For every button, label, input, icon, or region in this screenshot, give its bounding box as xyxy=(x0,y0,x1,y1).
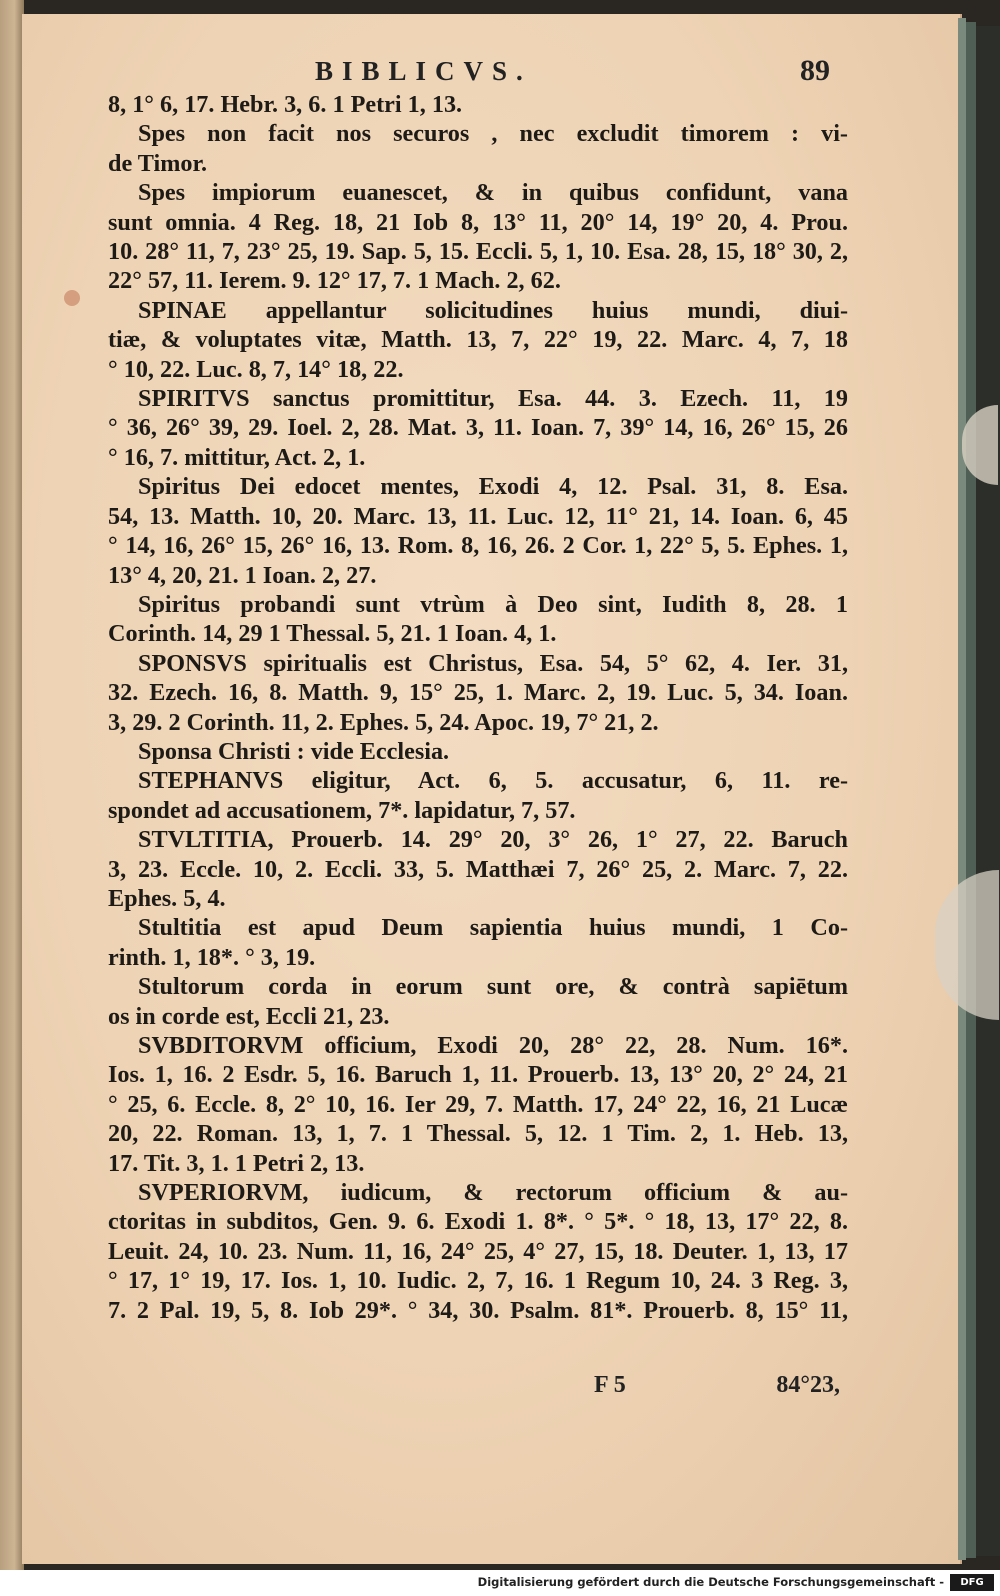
text-line: 17. Tit. 3, 1. 1 Petri 2, 13. xyxy=(108,1149,365,1177)
dfg-logo: DFG xyxy=(950,1574,994,1591)
running-head: BIBLICVS. xyxy=(315,56,532,86)
page-edge xyxy=(958,18,966,1560)
text-line: SPIRITVS sanctus promittitur, Esa. 44. 3. Ezech. 11, 19 xyxy=(138,385,848,413)
text-line: Ephes. 5, 4. xyxy=(108,884,226,912)
text-line: tiæ, & voluptates vitæ, Matth. 13, 7, 22° 19, 22. Marc. 4, 7, 18 xyxy=(108,326,848,354)
catchword: 84°23, xyxy=(776,1372,840,1398)
text-line: Spes impiorum euanescet, & in quibus confidunt, vana xyxy=(138,179,848,207)
text-line: 22° 57, 11. Ierem. 9. 12° 17, 7. 1 Mach. 2, 62. xyxy=(108,267,561,295)
text-line: SVBDITORVM officium, Exodi 20, 28° 22, 28. Num. 16*. xyxy=(138,1032,848,1059)
digitization-credit-bar xyxy=(0,1570,1000,1596)
cover-back xyxy=(976,26,1000,1556)
text-line: Corinth. 14, 29 1 Thessal. 5, 21. 1 Ioan. 4, 1. xyxy=(108,620,557,648)
page-footer xyxy=(108,1372,848,1406)
book-binding xyxy=(0,0,24,1570)
text-line: 10. 28° 11, 7, 23° 25, 19. Sap. 5, 15. Eccli. 5, 1, 10. Esa. 28, 15, 18° 30, 2, xyxy=(108,238,848,266)
text-line: 7. 2 Pal. 19, 5, 8. Iob 29*. ° 34, 30. Psalm. 81*. Prouerb. 8, 15° 11, xyxy=(108,1296,848,1324)
text-line: 20, 22. Roman. 13, 1, 7. 1 Thessal. 5, 12. 1 Tim. 2, 1. Heb. 13, xyxy=(108,1120,848,1148)
text-line: ° 17, 1° 19, 17. Ios. 1, 10. Iudic. 2, 7, 16. 1 Regum 10, 24. 3 Reg. 3, xyxy=(108,1267,848,1295)
text-line: Stultorum corda in eorum sunt ore, & contrà sapiētum xyxy=(138,973,848,1001)
text-line: de Timor. xyxy=(108,149,208,177)
paper-stain xyxy=(64,290,80,306)
text-line: 54, 13. Matth. 10, 20. Marc. 13, 11. Luc. 12, 11° 21, 14. Ioan. 6, 45 xyxy=(108,502,848,530)
text-line: 32. Ezech. 16, 8. Matth. 9, 15° 25, 1. Marc. 2, 19. Luc. 5, 34. Ioan. xyxy=(108,679,848,707)
text-line: STVLTITIA, Prouerb. 14. 29° 20, 3° 26, 1° 27, 22. Baruch xyxy=(138,826,848,854)
text-line: 13° 4, 20, 21. 1 Ioan. 2, 27. xyxy=(108,561,377,589)
cover-edge xyxy=(966,22,976,1558)
text-line: SVPERIORVM, iudicum, & rectorum officium & au- xyxy=(138,1179,848,1207)
text-line: SPONSVS spiritualis est Christus, Esa. 54, 5° 62, 4. Ier. 31, xyxy=(138,649,848,677)
text-line: SPINAE appellantur solicitudines huius mundi, diui- xyxy=(138,296,848,324)
text-line: Sponsa Christi : vide Ecclesia. xyxy=(138,737,450,765)
text-line: spondet ad accusationem, 7*. lapidatur, 7, 57. xyxy=(108,796,576,824)
text-line: ° 10, 22. Luc. 8, 7, 14° 18, 22. xyxy=(108,355,404,383)
text-line: Spiritus Dei edocet mentes, Exodi 4, 12. Psal. 31, 8. Esa. xyxy=(138,473,848,501)
text-line: ctoritas in subditos, Gen. 9. 6. Exodi 1. 8*. ° 5*. ° 18, 13, 17° 22, 8. xyxy=(108,1208,848,1236)
text-line: ° 25, 6. Eccle. 8, 2° 10, 16. Ier 29, 7. Matth. 17, 24° 22, 16, 21 Lucæ xyxy=(108,1090,848,1118)
text-line: 8, 1° 6, 17. Hebr. 3, 6. 1 Petri 1, 13. xyxy=(108,91,463,118)
text-line: ° 14, 16, 26° 15, 26° 16, 13. Rom. 8, 16, 26. 2 Cor. 1, 22° 5, 5. Ephes. 1, xyxy=(108,532,848,560)
text-line: ° 16, 7. mittitur, Act. 2, 1. xyxy=(108,443,366,471)
text-line: os in corde est, Eccli 21, 23. xyxy=(108,1002,390,1030)
signature-mark: F 5 xyxy=(594,1372,626,1398)
funding-credit: Digitalisierung gefördert durch die Deutsche Forschungsgemeinschaft - xyxy=(477,1575,944,1589)
text-line: rinth. 1, 18*. ° 3, 19. xyxy=(108,943,316,971)
text-line: Spes non facit nos securos , nec excludit timorem : vi- xyxy=(138,120,848,148)
text-line: ° 36, 26° 39, 29. Ioel. 2, 28. Mat. 3, 11. Ioan. 7, 39° 14, 16, 26° 15, 26 xyxy=(108,414,848,442)
text-line: sunt omnia. 4 Reg. 18, 21 Iob 8, 13° 11, 20° 14, 19° 20, 4. Prou. xyxy=(108,208,848,236)
index-text-block xyxy=(108,90,848,1325)
text-line: Stultitia est apud Deum sapientia huius mundi, 1 Co- xyxy=(138,914,848,942)
page-number: 89 xyxy=(800,54,830,87)
text-line: Leuit. 24, 10. 23. Num. 11, 16, 24° 25, 4° 27, 15, 18. Deuter. 1, 13, 17 xyxy=(108,1237,848,1265)
text-line: Spiritus probandi sunt vtrùm à Deo sint, Iudith 8, 28. 1 xyxy=(138,590,848,618)
text-line: 3, 23. Eccle. 10, 2. Eccli. 33, 5. Matthæi 7, 26° 25, 2. Marc. 7, 22. xyxy=(108,855,848,883)
text-line: Ios. 1, 16. 2 Esdr. 5, 16. Baruch 1, 11. Prouerb. 13, 13° 20, 2° 24, 21 xyxy=(108,1061,848,1089)
text-line: 3, 29. 2 Corinth. 11, 2. Ephes. 5, 24. Apoc. 19, 7° 21, 2. xyxy=(108,708,659,736)
text-line: STEPHANVS eligitur, Act. 6, 5. accusatur, 6, 11. re- xyxy=(138,767,848,795)
